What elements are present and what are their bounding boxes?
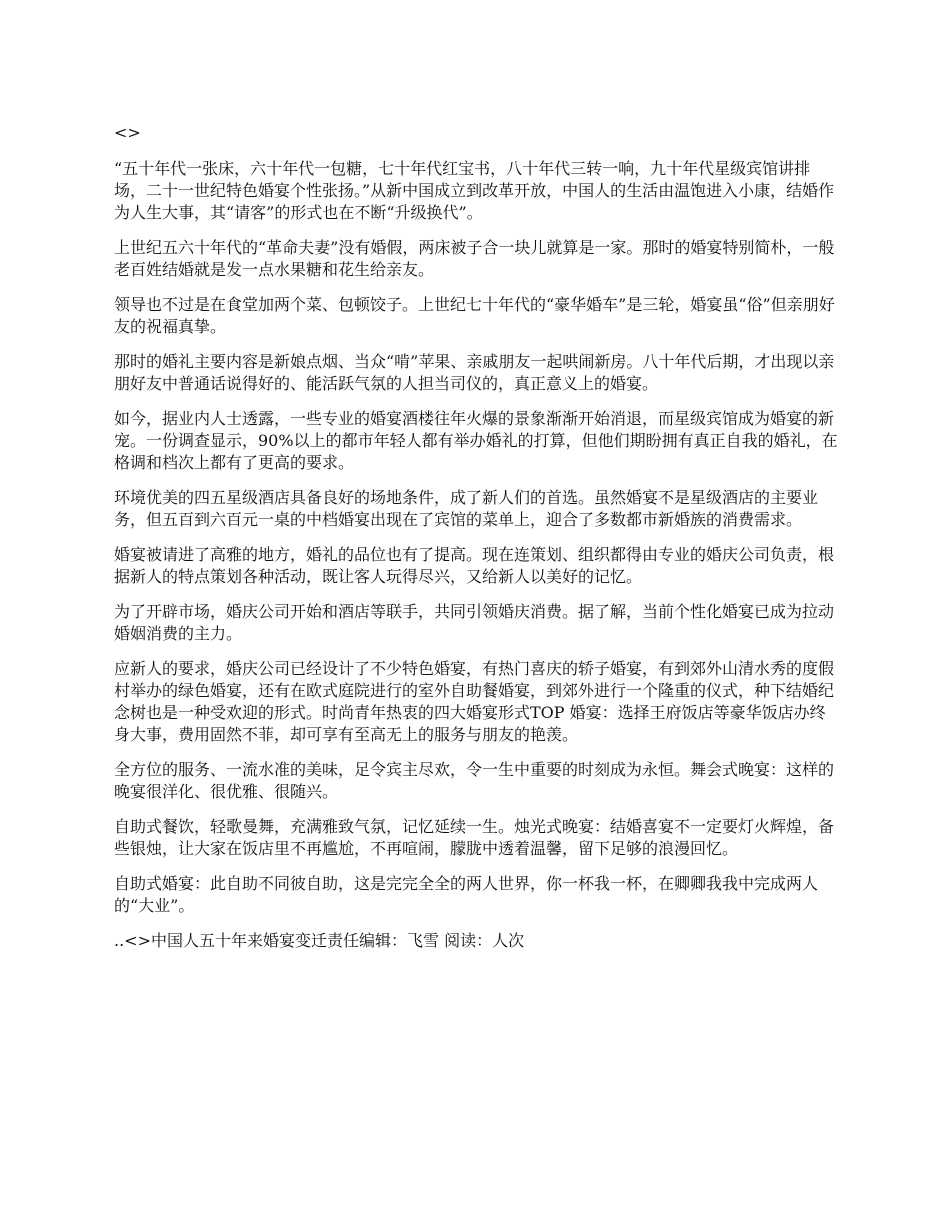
paragraph-dance-banquet: 全方位的服务、一流水准的美味，足令宾主尽欢，令一生中重要的时刻成为永恒。舞会式晚宴：这样的晚宴很洋化、很优雅、很随兴。 bbox=[114, 760, 835, 801]
paragraph-wedding-companies: 婚宴被请进了高雅的地方，婚礼的品位也有了提高。现在连策划、组织都得由专业的婚庆公司负责，根据新人的特点策划各种活动，既让客人玩得尽兴，又给新人以美好的记忆。 bbox=[114, 545, 835, 586]
document-page bbox=[114, 122, 840, 965]
paragraph-today: 如今，据业内人士透露，一些专业的婚宴酒楼往年火爆的景象渐渐开始消退，而星级宾馆成为婚宴的新宠。一份调查显示，90%以上的都市年轻人都有举办婚礼的打算，但他们期盼拥有真正自我的婚礼，在格调和档次上都有了更高的要求。 bbox=[114, 409, 838, 472]
document-header: <> bbox=[114, 123, 141, 142]
paragraph-hotels: 环境优美的四五星级酒店具备良好的场地条件，成了新人们的首选。虽然婚宴不是星级酒店的主要业务，但五百到六百元一桌的中档婚宴出现在了宾馆的菜单上，迎合了多数都市新婚族的消费需求。 bbox=[114, 488, 819, 529]
paragraph-intro: “五十年代一张床，六十年代一包糖，七十年代红宝书，八十年代三转一响，九十年代星级宾馆讲排场，二十一世纪特色婚宴个性张扬。”从新中国成立到改革开放，中国人的生活由温饱进入小康，结婚作为人生大事，其“请客”的形式也在不断“升级换代”。 bbox=[114, 159, 835, 222]
paragraph-1950s: 上世纪五六十年代的“革命夫妻”没有婚假，两床被子合一块儿就算是一家。那时的婚宴特别简朴，一般老百姓结婚就是发一点水果糖和花生给亲友。 bbox=[114, 238, 835, 279]
document-footer: ..<>中国人五十年来婚宴变迁责任编辑：飞雪 阅读：人次 bbox=[114, 931, 525, 950]
paragraph-1980s: 那时的婚礼主要内容是新娘点烟、当众“啃”苹果、亲戚朋友一起哄闹新房。八十年代后期，才出现以亲朋好友中普通话说得好的、能活跃气氛的人担当司仪的，真正意义上的婚宴。 bbox=[114, 352, 835, 393]
paragraph-market: 为了开辟市场，婚庆公司开始和酒店等联手，共同引领婚庆消费。据了解，当前个性化婚宴已成为拉动婚姻消费的主力。 bbox=[114, 602, 835, 643]
paragraph-special-banquets: 应新人的要求，婚庆公司已经设计了不少特色婚宴，有热门喜庆的轿子婚宴，有到郊外山清水秀的度假村举办的绿色婚宴，还有在欧式庭院进行的室外自助餐婚宴，到郊外进行一个隆重的仪式，种下结婚纪念树也是一种受欢迎的形式。时尚青年热衷的四大婚宴形式TOP 婚宴：选择王府饭店等豪华饭店办终身大事，费用固然不菲，却可享有至高无上的服务与朋友的艳羡。 bbox=[114, 659, 835, 744]
paragraph-candlelight-banquet: 自助式餐饮，轻歌曼舞，充满雅致气氛，记忆延续一生。烛光式晚宴：结婚喜宴不一定要灯火辉煌，备些银烛，让大家在饭店里不再尴尬，不再喧闹，朦胧中透着温馨，留下足够的浪漫回忆。 bbox=[114, 817, 835, 858]
paragraph-buffet-wedding: 自助式婚宴：此自助不同彼自助，这是完完全全的两人世界，你一杯我一杯，在卿卿我我中完成两人的“大业”。 bbox=[114, 874, 819, 915]
paragraph-1970s: 领导也不过是在食堂加两个菜、包顿饺子。上世纪七十年代的“豪华婚车”是三轮，婚宴虽“俗”但亲朋好友的祝福真挚。 bbox=[114, 295, 835, 336]
